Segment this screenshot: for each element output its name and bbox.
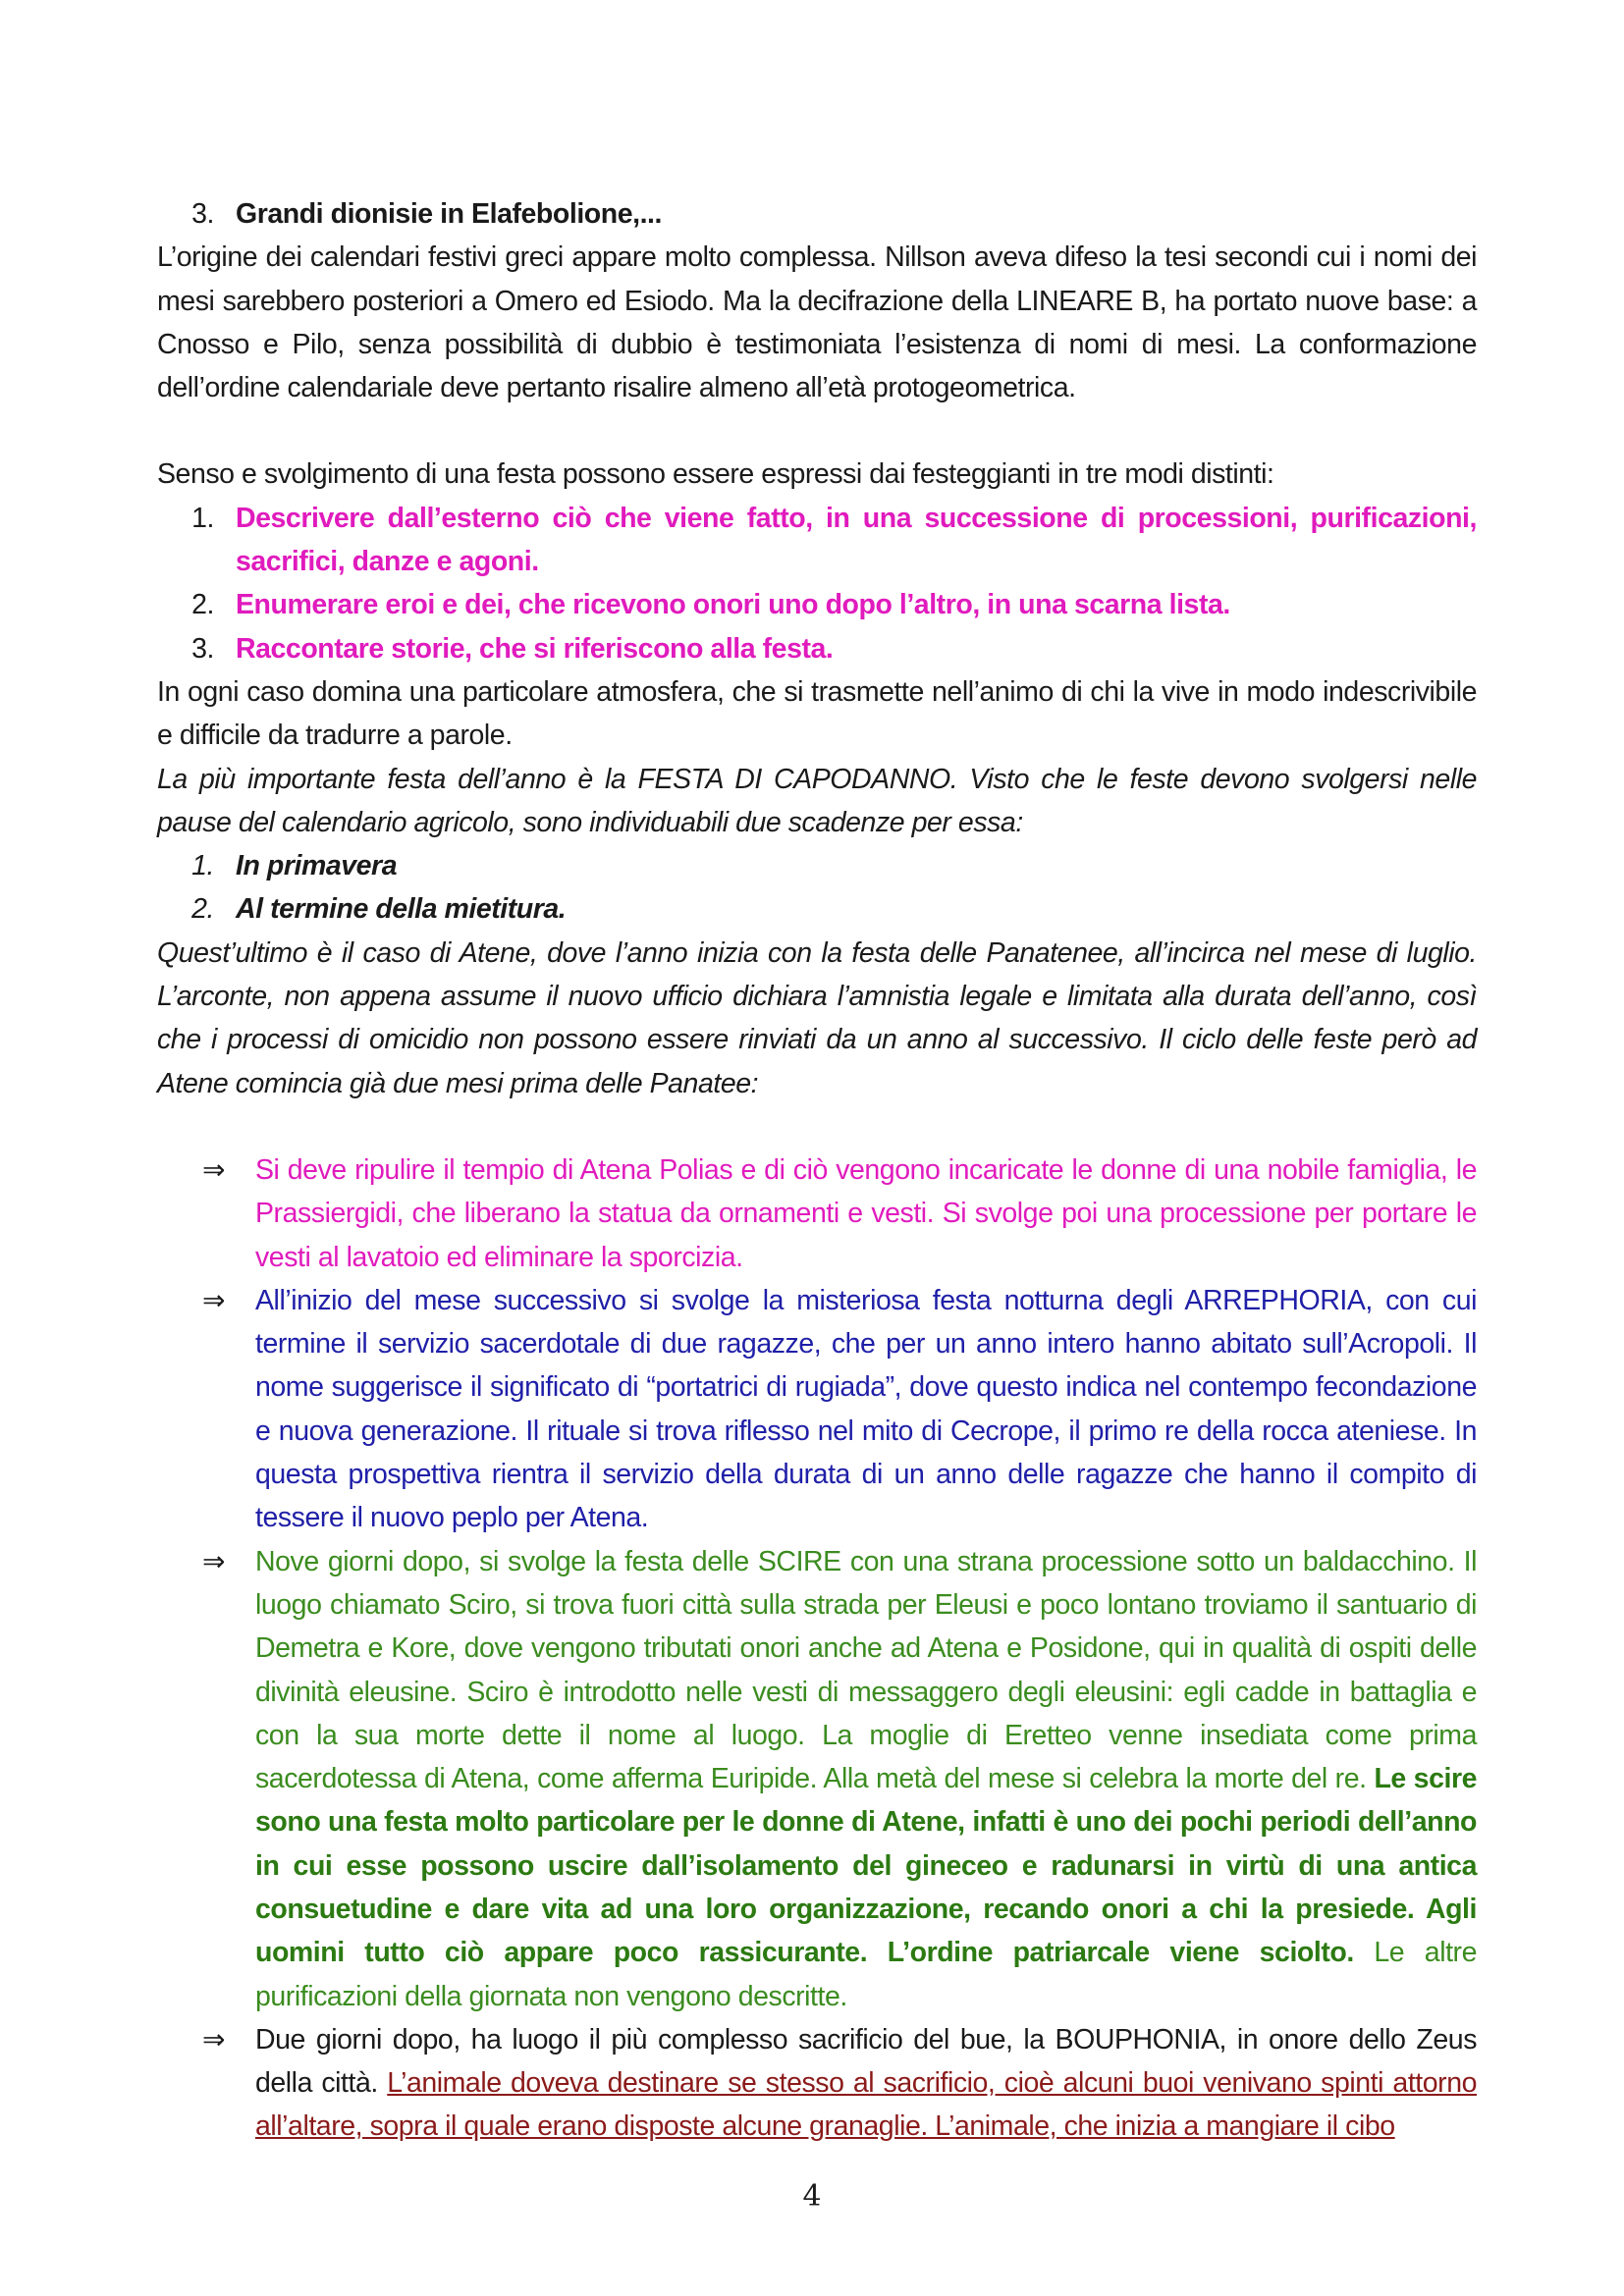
mode-number: 2.: [191, 589, 214, 621]
paragraph-atmosphere: In ogni caso domina una particolare atmosfera, che si trasmette nell’animo di chi la vive in modo indescrivibile e difficile da tradurre a parole.: [157, 675, 1477, 752]
section-title: Grandi dionisie in Elafebolione,...: [236, 198, 662, 230]
mode-text: Enumerare eroi e dei, che ricevono onori uno dopo l’altro, in una scarna lista.: [236, 589, 1230, 621]
mode-item-1: [157, 497, 1477, 584]
arrow-icon: ⇒: [202, 1153, 226, 1185]
paragraph-athens: Quest’ultimo è il caso di Atene, dove l’anno inizia con la festa delle Panatenee, all’incirca nel mese di luglio. L’arconte, non appena assume il nuovo ufficio dichiara l’amnistia legale e limitata alla durata dell’anno, così che i processi di omicidio non possono essere rinviati da un anno al successivo. Il ciclo delle feste però ad Atene comincia già due mesi prima delle Panatee:: [157, 936, 1477, 1099]
scire-tail: Le altre purificazioni della giornata non vengono descritte.: [255, 1937, 1477, 2012]
arrow-icon: ⇒: [202, 2023, 226, 2055]
paragraph-new-year: La più importante festa dell’anno è la FESTA DI CAPODANNO. Visto che le feste devono svolgersi nelle pause del calendario agricolo, sono individuabili due scadenze per essa:: [157, 763, 1477, 838]
arrow-icon: ⇒: [202, 1284, 226, 1315]
bouphonia-text: Due giorni dopo, ha luogo il più complesso sacrificio del bue, la BOUPHONIA, in onore dello Zeus della città.: [255, 2023, 1477, 2100]
blank-line: [157, 409, 1477, 453]
section-heading: [157, 192, 1477, 236]
deadline-number: 2.: [191, 893, 214, 926]
deadline-text: Al termine della mietitura.: [236, 893, 567, 926]
section-number: 3.: [191, 198, 214, 230]
deadline-text: In primavera: [236, 850, 398, 882]
bullet-text: Si deve ripulire il tempio di Atena Polias e di ciò vengono incaricate le donne di una nobile famiglia, le Prassiergidi, che liberano la statua da ornamenti e vesti. Si svolge poi una processione per portare le vesti al lavatoio ed eliminare la sporcizia.: [255, 1153, 1477, 1273]
mode-number: 3.: [191, 632, 214, 665]
arrow-icon: ⇒: [202, 1545, 226, 1576]
deadline-item-2: [157, 887, 1477, 931]
deadline-number: 1.: [191, 850, 214, 882]
bouphonia-underlined: L’animale doveva destinare se stesso al sacrificio, cioè alcuni buoi venivano spinti attorno all’altare, sopra il quale erano disposte alcune granaglie. L’animale, che inizia a mangiare il cibo: [255, 2067, 1477, 2143]
mode-text: Descrivere dall’esterno ciò che viene fatto, in una successione di processioni, purificazioni, sacrifici, danze e agoni.: [236, 502, 1477, 578]
paragraph-origin: L’origine dei calendari festivi greci appare molto complessa. Nillson aveva difeso la tesi secondi cui i nomi dei mesi sarebbero posteriori a Omero ed Esiodo. Ma la decifrazione della LINEARE B, ha portato nuove base: a Cnosso e Pilo, senza possibilità di dubbio è testimoniata l’esistenza di nomi di mesi. La conformazione dell’ordine calendariale deve pertanto risalire almeno all’età protogeometrica.: [157, 241, 1477, 404]
deadline-item-1: [157, 844, 1477, 887]
document-body: [157, 192, 1477, 2149]
bullet-text: [255, 1540, 1477, 2018]
bullet-prassiergidi: [157, 1148, 1477, 1279]
mode-text: Raccontare storie, che si riferiscono alla festa.: [236, 632, 834, 665]
paragraph-modes-intro: Senso e svolgimento di una festa possono essere espressi dai festeggianti in tre modi distinti:: [157, 458, 1274, 491]
bullet-arrephoria: [157, 1279, 1477, 1540]
bullet-text: [255, 2018, 1477, 2149]
mode-number: 1.: [191, 502, 214, 534]
scire-emphasis: Le scire sono una festa molto particolare per le donne di Atene, infatti è uno dei pochi periodi dell’anno in cui esse possono uscire dall’isolamento del gineceo e radunarsi in virtù di una antica consuetudine e dare vita ad una loro organizzazione, recando onori a chi la presiede. Agli uomini tutto ciò appare poco rassicurante. L’ordine patriarcale viene sciolto.: [255, 1763, 1477, 1969]
mode-item-2: [157, 583, 1477, 626]
page-number: 4: [802, 2179, 822, 2214]
blank-line: [157, 1105, 1477, 1148]
mode-item-3: [157, 627, 1477, 670]
bullet-text: All’inizio del mese successivo si svolge la misteriosa festa notturna degli ARREPHORIA, con cui termine il servizio sacerdotale di due ragazze, che per un anno intero hanno abitato sull’Acropoli. Il nome suggerisce il significato di “portatrici di rugiada”, dove questo indica nel contempo fecondazione e nuova generazione. Il rituale si trova riflesso nel mito di Cecrope, il primo re della rocca ateniese. In questa prospettiva rientra il servizio della durata di un anno delle ragazze che hanno il compito di tessere il nuovo peplo per Atena.: [255, 1284, 1477, 1534]
scire-text: Nove giorni dopo, si svolge la festa delle SCIRE con una strana processione sotto un baldacchino. Il luogo chiamato Sciro, si trova fuori città sulla strada per Eleusi e poco lontano troviamo il santuario di Demetra e Kore, dove vengono tributati onori anche ad Atena e Posidone, qui in qualità di ospiti delle divinità eleusine. Sciro è introdotto nelle vesti di messaggero degli eleusini: egli cadde in battaglia e con la sua morte dette il nome al luogo. La moglie di Eretteo venne insediata come prima sacerdotessa di Atena, come afferma Euripide. Alla metà del mese si celebra la morte del re.: [255, 1545, 1477, 1795]
bullet-scire: [157, 1540, 1477, 2018]
bullet-bouphonia: [157, 2018, 1477, 2149]
